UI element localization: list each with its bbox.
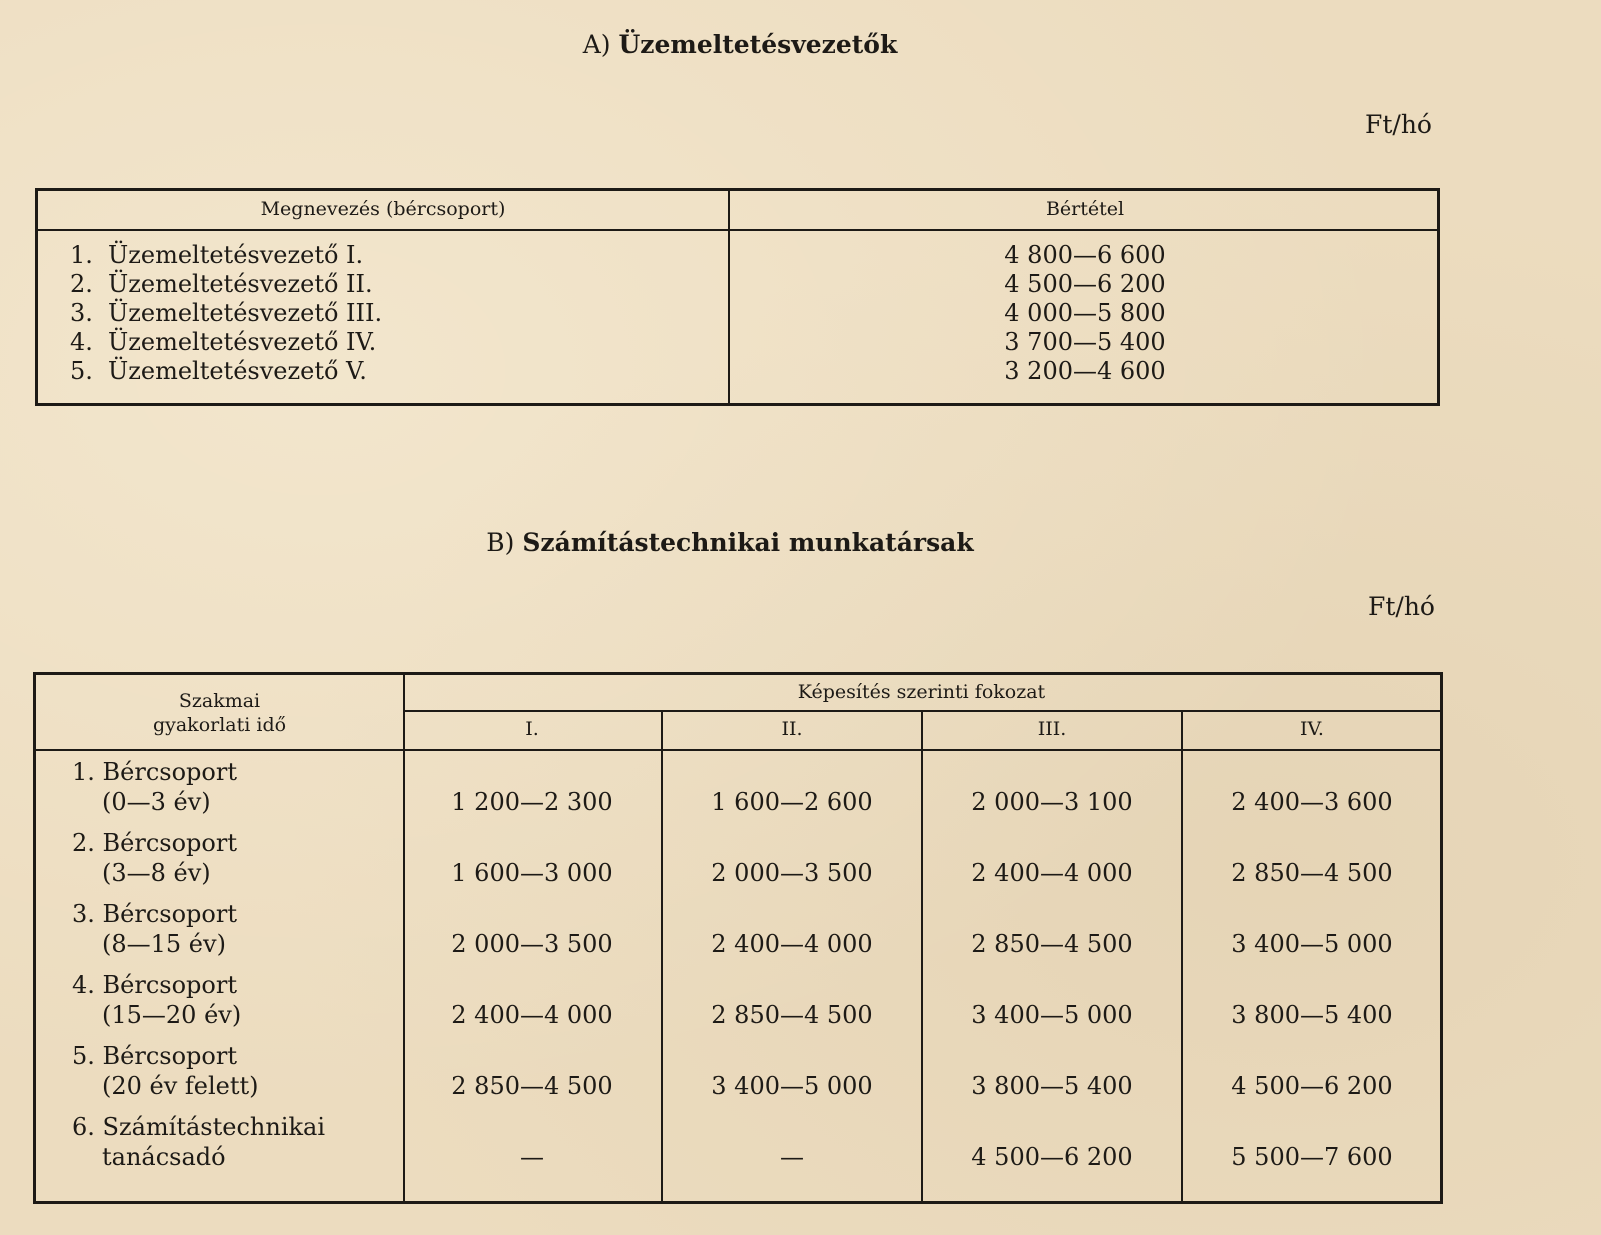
- table-row: [36, 970, 1440, 1041]
- table-cell: 2 850—4 500: [451, 1072, 613, 1100]
- table-cell: 4 500—6 200: [971, 1143, 1133, 1171]
- table-cell: 3 800—5 400: [971, 1072, 1133, 1100]
- header-divider: [36, 749, 1440, 751]
- grade-header-3: III.: [1037, 718, 1067, 740]
- column-header-experience: [36, 689, 403, 737]
- grade-header-1: I.: [525, 718, 539, 740]
- row-label-line1: 3. Bércsoport: [72, 900, 237, 928]
- row-number: 3.: [70, 299, 93, 327]
- section-a-letter: A): [582, 30, 611, 59]
- table-row: [70, 328, 382, 357]
- table-row: [70, 241, 382, 270]
- names-column: [70, 241, 382, 386]
- table-cell: 2 400—4 000: [451, 1001, 613, 1029]
- grade-header-4: IV.: [1300, 718, 1324, 740]
- row-name: Üzemeltetésvezető III.: [108, 299, 383, 327]
- section-a-title: [0, 30, 1480, 59]
- section-b-letter: B): [486, 528, 515, 557]
- row-label-line2: (15—20 év): [102, 1001, 242, 1029]
- table-cell: 2 000—3 100: [971, 788, 1133, 816]
- table-row: [70, 299, 382, 328]
- column-header-qualification: Képesítés szerinti fokozat: [797, 681, 1046, 703]
- row-number: 4.: [70, 328, 93, 356]
- header-divider: [38, 229, 1437, 231]
- row-rate: 4 800—6 600: [1004, 241, 1166, 269]
- row-rate: 4 500—6 200: [1004, 270, 1166, 298]
- section-b-unit: Ft/hó: [1368, 592, 1435, 621]
- row-label: [72, 828, 237, 888]
- section-b-title: [0, 528, 1460, 557]
- row-label: [72, 899, 237, 959]
- row-label-line2: (20 év felett): [102, 1072, 259, 1100]
- row-label: [72, 1041, 259, 1101]
- table-cell: 2 400—4 000: [711, 930, 873, 958]
- table-cell: 1 600—2 600: [711, 788, 873, 816]
- column-header-rate: Bértétel: [1045, 198, 1125, 220]
- row-name: Üzemeltetésvezető II.: [108, 270, 373, 298]
- subheader-divider: [403, 710, 1440, 712]
- table-cell: 4 500—6 200: [1231, 1072, 1393, 1100]
- section-a-unit: Ft/hó: [1365, 110, 1432, 139]
- table-cell: 2 000—3 500: [711, 859, 873, 887]
- table-row: [36, 757, 1440, 828]
- row-name: Üzemeltetésvezető V.: [108, 357, 367, 385]
- table-cell: 1 200—2 300: [451, 788, 613, 816]
- row-rate: 4 000—5 800: [1004, 299, 1166, 327]
- row-label-line1: 6. Számítástechnikai: [72, 1113, 326, 1141]
- table-cell: 1 600—3 000: [451, 859, 613, 887]
- table-cell: 2 850—4 500: [971, 930, 1133, 958]
- table-cell: —: [780, 1143, 804, 1171]
- row-number: 1.: [70, 241, 93, 269]
- row-number: 5.: [70, 357, 93, 385]
- row-label: [72, 757, 237, 817]
- table-szamitastechnikai: [33, 672, 1443, 1204]
- table-cell: —: [520, 1143, 544, 1171]
- row-number: 2.: [70, 270, 93, 298]
- row-name: Üzemeltetésvezető IV.: [108, 328, 377, 356]
- table-row: [36, 828, 1440, 899]
- row-label-line2: (3—8 év): [102, 859, 211, 887]
- row-label-line1: 5. Bércsoport: [72, 1042, 237, 1070]
- table-row: [36, 899, 1440, 970]
- row-label: [72, 1112, 325, 1172]
- row-label-line2: (0—3 év): [102, 788, 211, 816]
- row-label-line2: (8—15 év): [102, 930, 226, 958]
- grade-header-2: II.: [781, 718, 803, 740]
- table-cell: 2 400—4 000: [971, 859, 1133, 887]
- table-cell: 2 850—4 500: [1231, 859, 1393, 887]
- table-cell: 2 400—3 600: [1231, 788, 1393, 816]
- column-header-name: Megnevezés (bércsoport): [260, 198, 506, 220]
- row-rate: 3 700—5 400: [1004, 328, 1166, 356]
- row-name: Üzemeltetésvezető I.: [108, 241, 364, 269]
- table-cell: 2 000—3 500: [451, 930, 613, 958]
- table-row: [70, 357, 382, 386]
- table-row: [36, 1041, 1440, 1112]
- table-cell: 3 800—5 400: [1231, 1001, 1393, 1029]
- table-row: [36, 1112, 1440, 1183]
- table-cell: 3 400—5 000: [971, 1001, 1133, 1029]
- table-cell: 3 400—5 000: [711, 1072, 873, 1100]
- row-label-line2: tanácsadó: [102, 1143, 226, 1171]
- row-label-line1: 4. Bércsoport: [72, 971, 237, 999]
- row-label: [72, 970, 241, 1030]
- row-label-line1: 1. Bércsoport: [72, 758, 237, 786]
- row-label-line1: 2. Bércsoport: [72, 829, 237, 857]
- header-line: Szakmai: [178, 690, 261, 712]
- row-rate: 3 200—4 600: [1004, 357, 1166, 385]
- section-b-title-text: Számítástechnikai munkatársak: [522, 528, 974, 557]
- table-cell: 3 400—5 000: [1231, 930, 1393, 958]
- table-cell: 2 850—4 500: [711, 1001, 873, 1029]
- table-row: [70, 270, 382, 299]
- section-a-title-text: Üzemeltetésvezetők: [618, 30, 898, 59]
- table-uzemeltetesvezetok: [35, 188, 1440, 406]
- header-line: gyakorlati idő: [152, 714, 287, 736]
- table-cell: 5 500—7 600: [1231, 1143, 1393, 1171]
- rates-column: [730, 241, 1440, 386]
